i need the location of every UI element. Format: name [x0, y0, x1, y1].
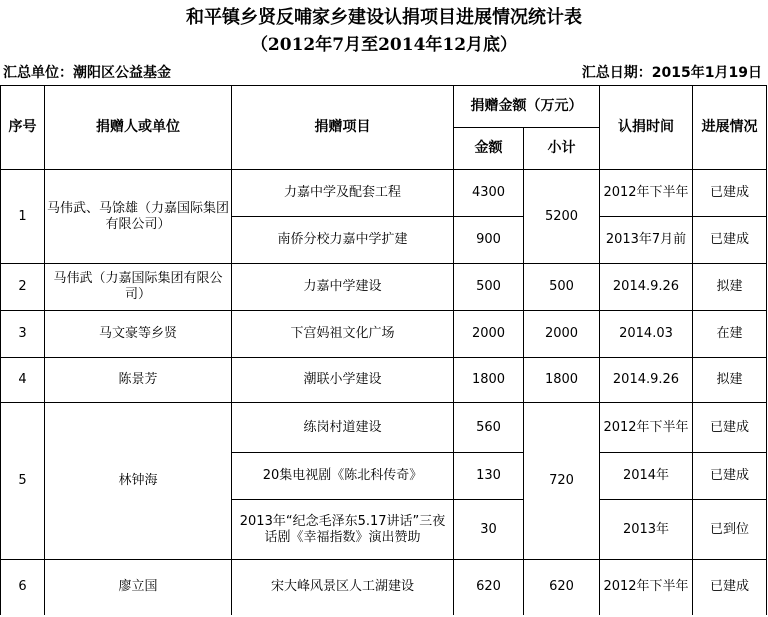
seq-cell: 6 [1, 560, 45, 615]
amount-cell: 900 [454, 217, 524, 264]
seq-cell: 4 [1, 358, 45, 403]
subtotal-cell: 500 [524, 264, 600, 311]
time-cell: 2014.9.26 [600, 358, 693, 403]
status-cell: 已建成 [693, 453, 767, 500]
status-cell: 拟建 [693, 358, 767, 403]
project-cell: 宋大峰风景区人工湖建设 [232, 560, 454, 615]
donation-table [0, 85, 767, 615]
project-cell: 20集电视剧《陈北科传奇》 [232, 453, 454, 500]
header-status: 进展情况 [693, 86, 767, 170]
header-subtotal: 小计 [524, 128, 600, 170]
table-row [1, 170, 767, 217]
header-time: 认捐时间 [600, 86, 693, 170]
donor-cell: 陈景芳 [45, 358, 232, 403]
time-cell: 2012年下半年 [600, 560, 693, 615]
info-row [0, 61, 768, 85]
header-amount-group: 捐赠金额（万元） [454, 86, 600, 128]
table-row [1, 358, 767, 403]
project-cell: 南侨分校力嘉中学扩建 [232, 217, 454, 264]
page-title: 和平镇乡贤反哺家乡建设认捐项目进展情况统计表 [186, 7, 582, 28]
amount-cell: 560 [454, 403, 524, 453]
time-cell: 2012年下半年 [600, 170, 693, 217]
project-cell: 下宫妈祖文化广场 [232, 311, 454, 358]
summary-date: 汇总日期：2015年1月19日 [581, 65, 762, 81]
status-cell: 拟建 [693, 264, 767, 311]
project-cell: 2013年“纪念毛泽东5.17讲话”三夜话剧《幸福指数》演出赞助 [232, 500, 454, 560]
table-row [1, 311, 767, 358]
time-cell: 2012年下半年 [600, 403, 693, 453]
header-donor: 捐赠人或单位 [45, 86, 232, 170]
subtotal-cell: 5200 [524, 170, 600, 264]
donor-cell: 马文豪等乡贤 [45, 311, 232, 358]
donor-cell: 马伟武、马馀雄（力嘉国际集团有限公司） [45, 170, 232, 264]
amount-cell: 500 [454, 264, 524, 311]
donor-cell: 廖立国 [45, 560, 232, 615]
table-body [1, 86, 767, 615]
subtotal-cell: 720 [524, 403, 600, 560]
project-cell: 力嘉中学及配套工程 [232, 170, 454, 217]
status-cell: 已到位 [693, 500, 767, 560]
seq-cell: 3 [1, 311, 45, 358]
seq-cell: 1 [1, 170, 45, 264]
header-row [1, 86, 767, 128]
donor-cell: 林钟海 [45, 403, 232, 560]
status-cell: 已建成 [693, 170, 767, 217]
table-row [1, 403, 767, 453]
summary-unit: 汇总单位：潮阳区公益基金 [3, 65, 171, 81]
status-cell: 在建 [693, 311, 767, 358]
time-cell: 2013年 [600, 500, 693, 560]
amount-cell: 2000 [454, 311, 524, 358]
project-cell: 潮联小学建设 [232, 358, 454, 403]
subtotal-cell: 1800 [524, 358, 600, 403]
header-amount: 金额 [454, 128, 524, 170]
status-cell: 已建成 [693, 217, 767, 264]
status-cell: 已建成 [693, 560, 767, 615]
donor-cell: 马伟武（力嘉国际集团有限公司） [45, 264, 232, 311]
table-row [1, 560, 767, 615]
project-cell: 练岗村道建设 [232, 403, 454, 453]
table-row [1, 264, 767, 311]
amount-cell: 620 [454, 560, 524, 615]
project-cell: 力嘉中学建设 [232, 264, 454, 311]
title-block [0, 0, 768, 60]
amount-cell: 30 [454, 500, 524, 560]
time-cell: 2014年 [600, 453, 693, 500]
seq-cell: 2 [1, 264, 45, 311]
subtotal-cell: 620 [524, 560, 600, 615]
amount-cell: 1800 [454, 358, 524, 403]
time-cell: 2013年7月前 [600, 217, 693, 264]
page-subtitle: （2012年7月至2014年12月底） [250, 35, 518, 55]
header-project: 捐赠项目 [232, 86, 454, 170]
amount-cell: 130 [454, 453, 524, 500]
status-cell: 已建成 [693, 403, 767, 453]
subtotal-cell: 2000 [524, 311, 600, 358]
header-seq: 序号 [1, 86, 45, 170]
amount-cell: 4300 [454, 170, 524, 217]
time-cell: 2014.03 [600, 311, 693, 358]
seq-cell: 5 [1, 403, 45, 560]
time-cell: 2014.9.26 [600, 264, 693, 311]
